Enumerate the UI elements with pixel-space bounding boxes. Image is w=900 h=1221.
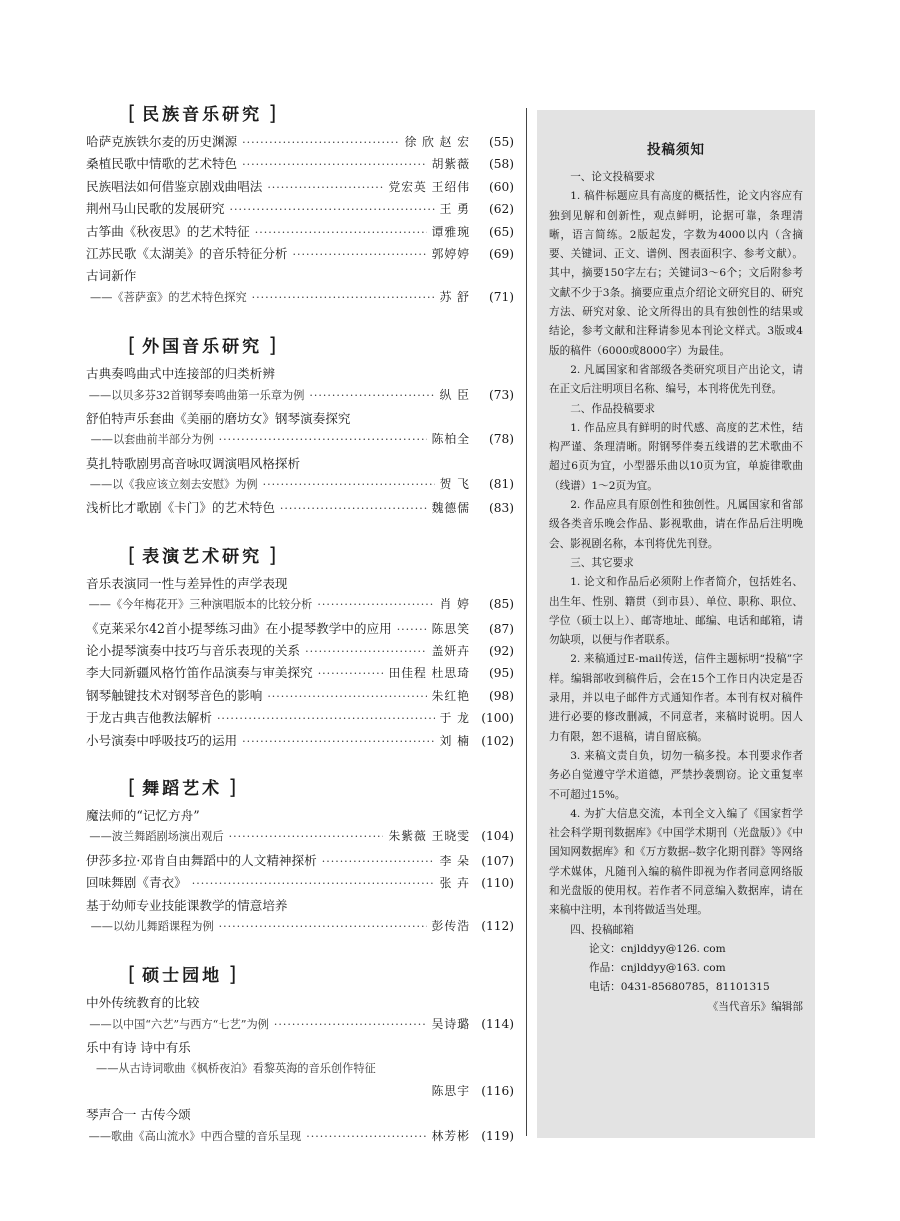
entry-authors: 魏德儒: [431, 501, 470, 516]
entry-page: (104): [481, 829, 514, 844]
section-heading: [128, 961, 514, 986]
entry-page: (60): [488, 179, 514, 194]
section-title: 硕士园地: [142, 966, 223, 987]
leader-dots: [242, 136, 399, 149]
entry-authors: 吴诗璐: [431, 1016, 470, 1031]
entry-subtitle: ——从古诗词歌曲《枫桥夜泊》看黎英海的音乐创作特征: [96, 1061, 376, 1075]
section-title: 表演艺术研究: [142, 546, 263, 567]
entry-page: (58): [488, 157, 514, 172]
entry-title: 论小提琴演奏中技巧与音乐表现的关系: [86, 643, 301, 659]
toc-entry[interactable]: [86, 805, 514, 850]
entry-title: 于龙古典吉他教法解析: [86, 710, 212, 726]
notice-heading: 四、投稿邮箱: [570, 923, 634, 936]
entry-subtitle: ——《菩萨蛮》的艺术特色探究: [90, 290, 247, 304]
entry-page: (95): [488, 666, 514, 681]
entry-authors: 田佳程 杜思琦: [388, 666, 470, 681]
entry-authors: 盖妍卉: [431, 644, 470, 659]
leader-dots: [267, 690, 426, 703]
notice-paragraph: 2. 作品应具有原创性和独创性。凡属国家和省部级各类音乐晚会作品、影视歌曲，请在作品后注明晚会、影视剧名称，本刊将优先刊登。: [549, 499, 803, 550]
entry-page: (112): [481, 918, 514, 933]
bracket-left: [: [128, 962, 143, 987]
toc-entry[interactable]: [86, 243, 514, 265]
submission-notice-box: [537, 110, 815, 1138]
notice-paragraph: 3. 来稿文责自负，切勿一稿多投。本刊要求作者务必自觉遵守学术道德，严禁抄袭剽窃。论文重复率不可超过15%。: [549, 749, 803, 801]
entry-subtitle: ——以《我应该立刻去安慰》为例: [89, 478, 258, 492]
entry-subtitle: ——波兰舞蹈剧场演出观后: [89, 830, 224, 844]
entry-title: 音乐表演同一性与差异性的声学表现: [86, 575, 288, 591]
notice-contact-line: 电话：0431-85680785，81101315: [589, 981, 770, 994]
leader-dots: [317, 598, 434, 611]
leader-dots: [229, 830, 384, 843]
entry-authors: 王 勇: [439, 202, 470, 217]
section-title: 民族音乐研究: [142, 105, 263, 125]
entry-page: (114): [481, 1016, 514, 1031]
bracket-left: [: [128, 333, 143, 358]
entry-title: 乐中有诗 诗中有乐: [86, 1040, 191, 1056]
entry-authors: 彭传浩: [431, 918, 470, 933]
toc-entry[interactable]: [86, 497, 514, 519]
entry-authors: 林芳彬: [431, 1128, 470, 1143]
table-of-contents: [86, 100, 514, 1171]
entry-page: (107): [481, 853, 514, 868]
notice-signature: 《当代音乐》编辑部: [707, 1000, 803, 1013]
column-divider: [526, 108, 527, 1136]
entry-title: 回味舞剧《青衣》: [86, 875, 187, 891]
section-title: 舞蹈艺术: [142, 778, 223, 799]
leader-dots: [309, 389, 434, 402]
leader-dots: [252, 291, 435, 304]
notice-paragraph: 1. 作品应具有鲜明的时代感、高度的艺术性，结构严谨、条理清晰。附钢琴伴奏五线谱的艺术歌曲不超过6页为宜，小型器乐曲以10页为宜，单旋律歌曲（线谱）1～2页为宜。: [549, 421, 803, 492]
toc-section: [86, 542, 514, 752]
toc-entry[interactable]: [86, 872, 514, 894]
notice-heading: 三、其它要求: [570, 556, 634, 569]
leader-dots: [274, 1018, 427, 1031]
notice-contact-line: 论文：cnjlddyy@126. com: [589, 942, 726, 955]
toc-entry[interactable]: [86, 221, 514, 243]
section-heading: [128, 332, 514, 357]
entry-authors: 谭雅琬: [431, 224, 470, 239]
leader-dots: [293, 248, 427, 261]
leader-dots: [280, 502, 427, 515]
leader-dots: [192, 877, 435, 890]
entry-page: (85): [488, 597, 514, 612]
notice-heading: 二、作品投稿要求: [570, 402, 655, 415]
toc-entry[interactable]: [86, 363, 514, 408]
leader-dots: [305, 645, 427, 658]
toc-entry[interactable]: [86, 730, 514, 752]
bracket-left: [: [128, 101, 143, 125]
entry-title: 琴声合一 古传今颂: [86, 1107, 191, 1123]
toc-entry[interactable]: [86, 265, 514, 310]
entry-subtitle: ——以幼儿舞蹈课程为例: [90, 919, 214, 933]
entry-authors: 刘 楠: [439, 733, 470, 748]
entry-authors: 于 龙: [439, 711, 470, 726]
entry-authors: 张 卉: [439, 876, 470, 891]
bracket-left: [: [128, 774, 143, 799]
section-heading: [128, 100, 514, 125]
entry-title: 李大同新疆风格竹笛作品演奏与审美探究: [86, 665, 313, 681]
entry-title: 莫扎特歌剧男高音咏叹调演唱风格探析: [86, 455, 301, 471]
leader-dots: [255, 226, 427, 239]
entry-page: (69): [488, 246, 514, 261]
notice-body: [549, 168, 803, 1017]
notice-paragraph: 4. 为扩大信息交流，本刊全文入编了《国家哲学社会科学期刊数据库》《中国学术期刊（光盘版）》《中国知网数据库》和《万方数据--数字化期刊群》等网络学术媒体，凡随刊入编的稿件即视为作者同意网络版和光盘版的使用权。若作者不同意编入数据库，请在来稿中注明，本刊将做适当处理。: [549, 807, 803, 917]
section-heading: [128, 774, 514, 799]
entry-title: 基于幼师专业技能课教学的情意培养: [86, 897, 288, 913]
leader-dots: [219, 920, 427, 933]
leader-dots: [322, 855, 435, 868]
entry-authors: 胡紫薇: [431, 157, 470, 172]
notice-paragraph: 1. 论文和作品后必须附上作者简介，包括姓名、出生年、性别、籍贯（到市县）、单位、职称、职位、学位（硕士以上）、邮寄地址、邮编、电话和邮箱，请勿缺项，以便与作者联系。: [549, 576, 803, 647]
entry-title: 魔法师的“记忆方舟”: [86, 807, 200, 823]
bracket-right: ]: [262, 333, 277, 358]
entry-page: (102): [481, 733, 514, 748]
entry-authors: 陈思笑: [431, 621, 470, 636]
leader-dots: [242, 158, 426, 171]
toc-entry[interactable]: [86, 662, 514, 684]
entry-page: (87): [488, 621, 514, 636]
leader-dots: [397, 623, 427, 636]
entry-subtitle: ——歌曲《高山流水》中西合璧的音乐呈现: [88, 1129, 302, 1143]
entry-authors: 党宏英 王绍伟: [388, 179, 470, 194]
entry-page: (92): [488, 644, 514, 659]
leader-dots: [263, 478, 435, 491]
entry-authors: 贺 飞: [439, 477, 470, 492]
entry-subtitle: ——以中国“六艺”与西方“七艺”为例: [89, 1017, 269, 1031]
bracket-right: ]: [222, 774, 237, 799]
entry-title: 桑植民歌中情歌的艺术特色: [86, 156, 238, 172]
entry-subtitle: ——《今年梅花开》三种演唱版本的比较分析: [88, 598, 313, 612]
entry-title: 浅析比才歌剧《卡门》的艺术特色: [86, 500, 275, 516]
leader-dots: [318, 667, 384, 680]
toc-section: [86, 961, 514, 1149]
entry-title: 《克莱采尔42首小提琴练习曲》在小提琴教学中的应用: [86, 620, 392, 636]
toc-entry[interactable]: [86, 895, 514, 940]
entry-authors: 陈思宇: [431, 1083, 470, 1098]
toc-entry[interactable]: [86, 1104, 514, 1149]
entry-title: 中外传统教育的比较: [86, 995, 200, 1011]
entry-title: 舒伯特声乐套曲《美丽的磨坊女》钢琴演奏探究: [86, 410, 351, 426]
entry-subtitle: ——以套曲前半部分为例: [90, 433, 214, 447]
entry-page: (110): [481, 876, 514, 891]
entry-title: 钢琴触键技术对钢琴音色的影响: [86, 687, 263, 703]
entry-authors: 朱紫薇 王晓雯: [388, 829, 470, 844]
entry-authors: 肖 婷: [439, 597, 470, 612]
entry-page: (55): [488, 135, 514, 149]
entry-page: (62): [488, 202, 514, 217]
leader-dots: [219, 433, 427, 446]
section-title: 外国音乐研究: [142, 337, 263, 358]
entry-title: 民族唱法如何借鉴京剧戏曲唱法: [86, 178, 263, 194]
entry-title: 古筝曲《秋夜思》的艺术特征: [86, 223, 250, 239]
entry-authors: 徐 欣 赵 宏: [404, 135, 470, 149]
notice-paragraph: 2. 凡属国家和省部级各类研究项目产出论文，请在正文后注明项目名称、编号，本刊将优先刊登。: [549, 363, 803, 396]
toc-entry[interactable]: [86, 153, 514, 175]
toc-entry[interactable]: [86, 131, 514, 153]
toc-entry[interactable]: [86, 685, 514, 707]
section-heading: [128, 542, 514, 567]
entry-page: (98): [488, 688, 514, 703]
entry-page: (73): [488, 387, 514, 402]
entry-page: (78): [488, 432, 514, 447]
toc-entry[interactable]: [86, 850, 514, 872]
entry-title: 小号演奏中呼吸技巧的运用: [86, 732, 238, 748]
toc-section: [86, 100, 514, 310]
entry-page: (83): [488, 501, 514, 516]
entry-page: (119): [481, 1128, 514, 1143]
toc-section: [86, 332, 514, 520]
leader-dots: [230, 203, 435, 216]
toc-section: [86, 774, 514, 939]
notice-heading: 一、论文投稿要求: [570, 171, 655, 183]
entry-title: 哈萨克族铁尔麦的历史渊源: [86, 134, 238, 149]
entry-authors: 李 朵: [439, 853, 470, 868]
leader-dots: [242, 735, 435, 748]
leader-dots: [217, 712, 435, 725]
notice-contact-line: 作品：cnjlddyy@163. com: [589, 962, 726, 975]
toc-entry[interactable]: [86, 198, 514, 220]
bracket-left: [: [128, 542, 143, 567]
toc-entry[interactable]: [86, 408, 514, 453]
entry-page: (116): [481, 1083, 514, 1098]
entry-title: 江苏民歌《太湖美》的音乐特征分析: [86, 245, 288, 261]
entry-title: 荆州马山民歌的发展研究: [86, 201, 225, 217]
entry-title: 古词新作: [86, 268, 137, 284]
entry-authors: 朱红艳: [431, 688, 470, 703]
entry-authors: 苏 舒: [439, 289, 470, 304]
entry-page: (65): [488, 224, 514, 239]
toc-entry[interactable]: [86, 707, 514, 729]
toc-entry[interactable]: [86, 992, 514, 1037]
bracket-right: ]: [222, 962, 237, 987]
entry-title: 伊莎多拉·邓肯自由舞蹈中的人文精神探析: [86, 852, 317, 868]
notice-title: 投稿须知: [647, 142, 705, 158]
toc-entry[interactable]: [86, 453, 514, 498]
toc-entry[interactable]: [86, 640, 514, 662]
entry-page: (81): [488, 477, 514, 492]
toc-entry[interactable]: [86, 618, 514, 640]
notice-paragraph: 2. 来稿通过E-mail传送，信件主题标明“投稿”字样。编辑部收到稿件后，会在15个工作日内决定是否录用，并以电子邮件方式通知作者。本刊有权对稿件进行必要的修改删减，不同意者，来稿时说明。因人力有限，恕不退稿，请自留底稿。: [549, 653, 803, 743]
toc-entry[interactable]: [86, 1037, 514, 1104]
entry-page: (100): [481, 711, 514, 726]
entry-page: (71): [488, 289, 514, 304]
entry-title: 古典奏鸣曲式中连接部的归类析辨: [86, 366, 275, 382]
toc-entry[interactable]: [86, 573, 514, 618]
entry-authors: 纵 臣: [439, 387, 470, 402]
notice-paragraph: 1. 稿件标题应具有高度的概括性，论文内容应有独到见解和创新性，观点鲜明，论据可靠，条理清晰，语言简练。2版起发，字数为4000以内（含摘要、关键词、正文、谱例、图表面积字、参考文献）。其中，摘要150字左右；关键词3～6个；文后附参考文献不少于3条。摘要应重点介绍论文研究目的、研究方法、研究对象、论文所得出的具有独创性的结果或结论，参考文献和注释请参见本刊论文样式。3版或4版的稿件（6000或8000字）为最佳。: [549, 190, 803, 357]
toc-entry[interactable]: [86, 176, 514, 198]
entry-authors: 郭婷婷: [431, 246, 470, 261]
entry-authors: 陈柏全: [431, 432, 470, 447]
leader-dots: [267, 181, 383, 194]
bracket-right: ]: [262, 542, 277, 567]
entry-subtitle: ——以贝多芬32首钢琴奏鸣曲第一乐章为例: [88, 388, 305, 402]
leader-dots: [306, 1130, 426, 1143]
bracket-right: ]: [262, 101, 277, 125]
